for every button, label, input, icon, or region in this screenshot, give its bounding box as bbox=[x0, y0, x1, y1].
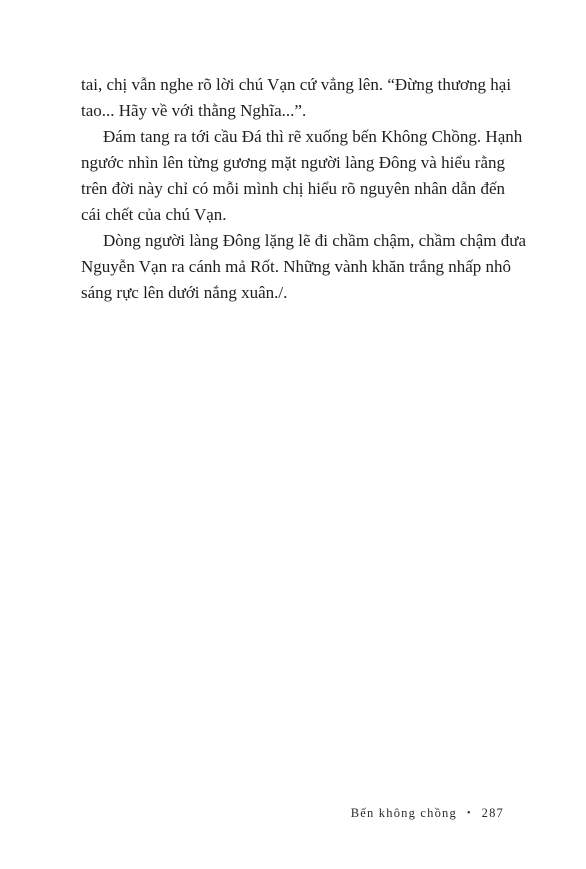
running-footer bbox=[351, 806, 504, 821]
text-line: tao... Hãy về với thằng Nghĩa...”. bbox=[81, 101, 307, 120]
text-line: Nguyễn Vạn ra cánh mả Rốt. Những vành khăn trắng nhấp nhô bbox=[81, 257, 512, 276]
text-line: ngước nhìn lên từng gương mặt người làng Đông và hiểu rằng bbox=[81, 153, 505, 172]
text-line: Đám tang ra tới cầu Đá thì rẽ xuống bến Không Chồng. Hạnh bbox=[103, 127, 523, 146]
text-line: trên đời này chỉ có mỗi mình chị hiểu rõ nguyên nhân dẫn đến bbox=[81, 179, 505, 198]
text-line: Dòng người làng Đông lặng lẽ đi chầm chậm, chầm chậm đưa bbox=[103, 231, 527, 250]
text-line: cái chết của chú Vạn. bbox=[81, 205, 227, 224]
body-text bbox=[81, 72, 527, 306]
page-number: 287 bbox=[481, 806, 504, 820]
footer-separator: • bbox=[466, 808, 472, 819]
text-line: tai, chị vẫn nghe rõ lời chú Vạn cứ vẳng lên. “Đừng thương hại bbox=[81, 75, 512, 94]
footer-book-title: Bến không chồng bbox=[350, 806, 457, 820]
text-line: sáng rực lên dưới nắng xuân./. bbox=[81, 283, 288, 302]
